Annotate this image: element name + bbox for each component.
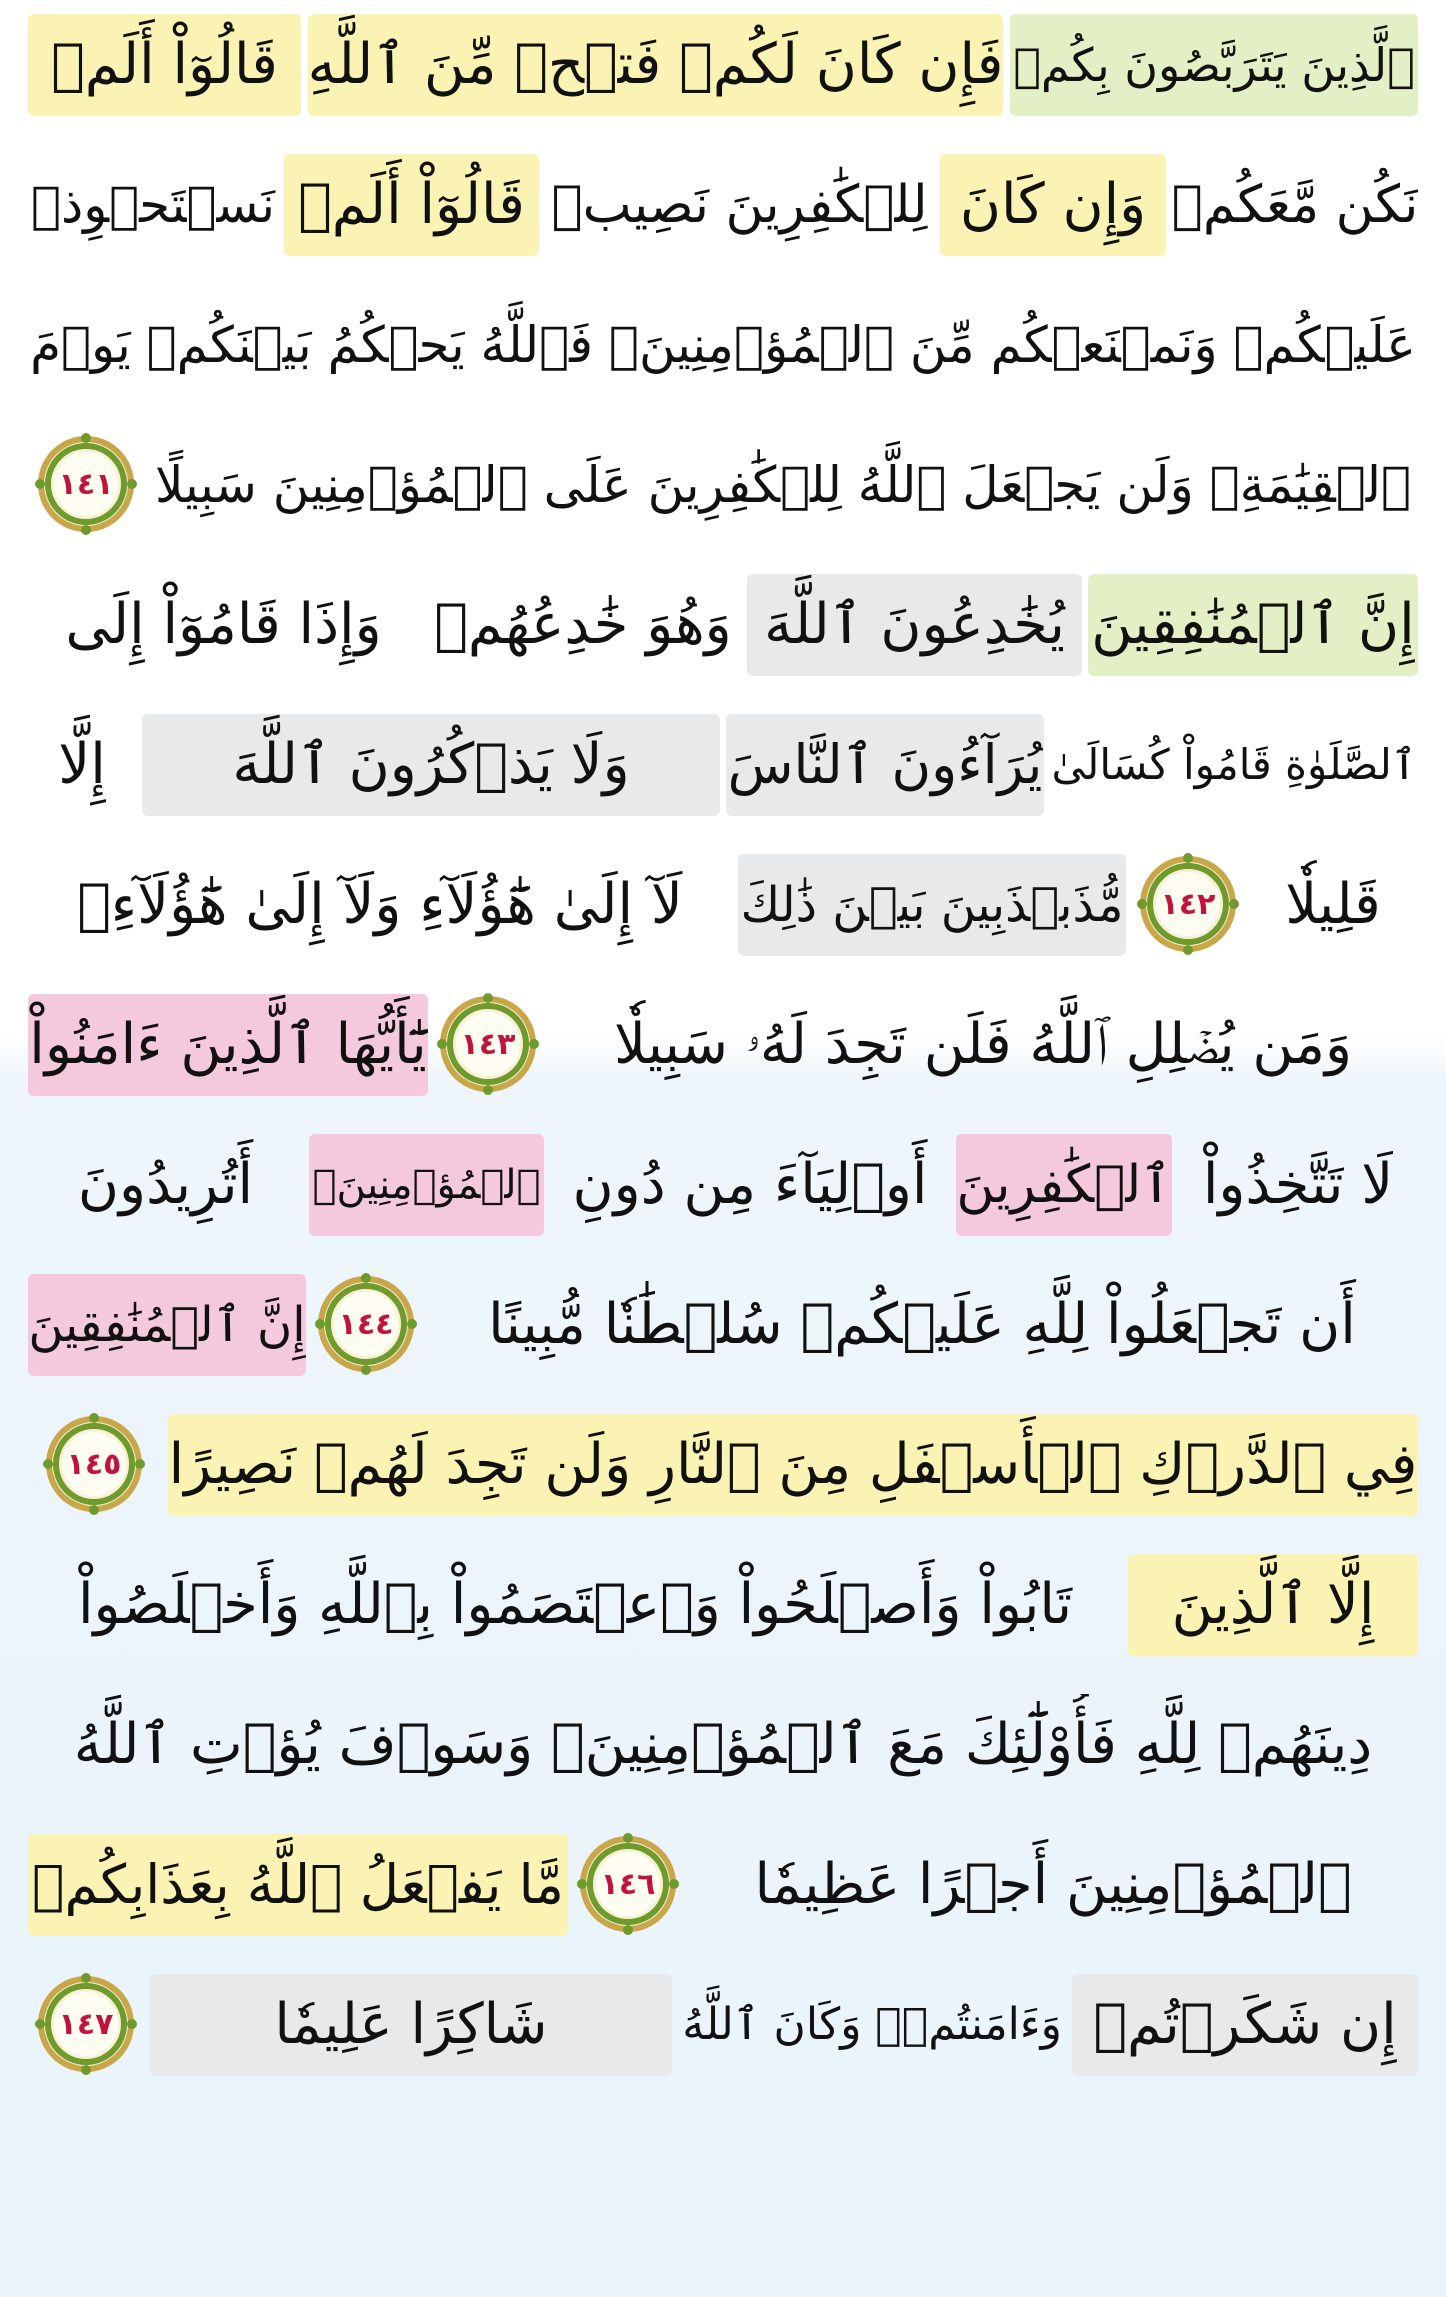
verse-segment: يُخَٰدِعُونَ ٱللَّهَ — [747, 574, 1082, 676]
ayah-number: ١٤٧ — [58, 2006, 114, 2042]
verse-segment: تَابُواْ وَأَصۡلَحُواْ وَٱعۡتَصَمُواْ بِٱللَّهِ وَأَخۡلَصُواْ — [77, 1572, 1073, 1637]
ayah-end-marker — [1136, 852, 1240, 956]
ayah-number: ١٤٢ — [1160, 886, 1216, 922]
verse-segment: مَّا يَفۡعَلُ ٱللَّهُ بِعَذَابِكُمۡ — [28, 1834, 568, 1936]
verse-segment: عَلَيۡكُمۡ وَنَمۡنَعۡكُم مِّنَ ٱلۡمُؤۡمِنِينَۚ فَٱللَّهُ يَحۡكُمُ بَيۡنَكُمۡ يَوۡمَ — [30, 316, 1416, 374]
verse-segment: إِنَّ ٱلۡمُنَٰفِقِينَ — [28, 1274, 306, 1376]
ayah-end-marker — [42, 1412, 146, 1516]
verse-segment: فَإِن كَانَ لَكُمۡ فَتۡحٞ مِّنَ ٱللَّهِ — [308, 14, 1003, 116]
verse-segment: أَن تَجۡعَلُواْ لِلَّهِ عَلَيۡكُمۡ سُلۡطَٰنٗا مُّبِينًا — [488, 1292, 1356, 1357]
verse-segment: قَالُوٓاْ أَلَمۡ — [284, 154, 539, 256]
verse-segment: إِنَّ ٱلۡمُنَٰفِقِينَ — [1088, 574, 1418, 676]
verse-segment: ٱلۡكَٰفِرِينَ — [956, 1134, 1172, 1236]
verse-segment: قَلِيلٗا — [1285, 872, 1381, 937]
quran-line-3 — [28, 286, 1418, 404]
verse-segment: إِن شَكَرۡتُمۡ — [1072, 1974, 1418, 2076]
verse-segment: لِلۡكَٰفِرِينَ نَصِيبٞ — [551, 175, 928, 235]
verse-segment: يُرَآءُونَ ٱلنَّاسَ — [726, 714, 1044, 816]
ayah-end-marker — [314, 1272, 418, 1376]
verse-segment: وَلَا يَذۡكُرُونَ ٱللَّهَ — [142, 714, 720, 816]
ayah-number: ١٤٥ — [66, 1446, 122, 1482]
ayah-end-marker — [576, 1832, 680, 1936]
quran-line-13 — [28, 1686, 1418, 1804]
ayah-number: ١٤٦ — [600, 1866, 656, 1902]
verse-segment: وَإِذَا قَامُوٓاْ إِلَى — [65, 592, 382, 657]
quran-line-10 — [28, 1266, 1418, 1384]
verse-segment: وَهُوَ خَٰدِعُهُمۡ — [434, 592, 732, 657]
ayah-number: ١٤٤ — [338, 1306, 394, 1342]
verse-segment: أَوۡلِيَآءَ مِن دُونِ — [572, 1152, 928, 1217]
quran-line-1 — [28, 6, 1418, 124]
verse-segment: ٱلۡمُؤۡمِنِينَۚ — [309, 1134, 544, 1236]
quran-line-4 — [28, 426, 1418, 544]
ayah-end-marker — [436, 992, 540, 1096]
ayah-number: ١٤١ — [58, 466, 114, 502]
verse-segment: لَا تَتَّخِذُواْ — [1202, 1152, 1394, 1217]
verse-segment: شَاكِرًا عَلِيمٗا — [150, 1974, 672, 2076]
verse-segment: وَإِن كَانَ — [940, 154, 1166, 256]
verse-segment: إِلَّا ٱلَّذِينَ — [1128, 1554, 1418, 1656]
verse-segment: ٱلۡقِيَٰمَةِۗ وَلَن يَجۡعَلَ ٱللَّهُ لِلۡكَٰفِرِينَ عَلَى ٱلۡمُؤۡمِنِينَ سَبِيلًا — [154, 456, 1412, 514]
verse-segment: إِلَّا — [58, 732, 106, 797]
verse-segment: مُّذَبۡذَبِينَ بَيۡنَ ذَٰلِكَ — [738, 854, 1126, 956]
quran-line-7 — [28, 846, 1418, 964]
quran-line-6 — [28, 706, 1418, 824]
ayah-end-marker — [34, 432, 138, 536]
verse-segment: نَكُن مَّعَكُمۡ — [1172, 175, 1418, 235]
verse-segment: أَتُرِيدُونَ — [77, 1152, 254, 1217]
verse-segment: دِينَهُمۡ لِلَّهِ فَأُوْلَٰٓئِكَ مَعَ ٱلۡمُؤۡمِنِينَۖ وَسَوۡفَ يُؤۡتِ ٱللَّهُ — [73, 1712, 1373, 1777]
ayah-number: ١٤٣ — [460, 1026, 516, 1062]
ayah-end-marker — [34, 1972, 138, 2076]
verse-segment: يَٰٓأَيُّهَا ٱلَّذِينَ ءَامَنُواْ — [28, 994, 428, 1096]
quran-line-9 — [28, 1126, 1418, 1244]
verse-segment: ٱلۡمُؤۡمِنِينَ أَجۡرًا عَظِيمٗا — [754, 1852, 1352, 1917]
verse-segment: نَسۡتَحۡوِذۡ — [31, 176, 275, 234]
verse-segment: ٱلصَّلَوٰةِ قَامُواْ كُسَالَىٰ — [1051, 740, 1417, 789]
quran-line-2 — [28, 146, 1418, 264]
verse-segment: وَءَامَنتُمۡۚ وَكَانَ ٱللَّهُ — [682, 1999, 1062, 2050]
verse-segment: وَمَن يُضۡلِلِ ٱللَّهُ فَلَن تَجِدَ لَهُۥ سَبِيلٗا — [613, 1012, 1353, 1077]
quran-line-8 — [28, 986, 1418, 1104]
quran-line-5 — [28, 566, 1418, 684]
quran-line-14 — [28, 1826, 1418, 1944]
verse-segment: فِي ٱلدَّرۡكِ ٱلۡأَسۡفَلِ مِنَ ٱلنَّارِ وَلَن تَجِدَ لَهُمۡ نَصِيرًا — [168, 1414, 1418, 1516]
verse-segment: ٱلَّذِينَ يَتَرَبَّصُونَ بِكُمۡ — [1010, 14, 1418, 116]
verse-segment: قَالُوٓاْ أَلَمۡ — [28, 14, 301, 116]
quran-line-12 — [28, 1546, 1418, 1664]
quran-line-11 — [28, 1406, 1418, 1524]
verse-segment: لَآ إِلَىٰ هَٰٓؤُلَآءِ وَلَآ إِلَىٰ هَٰٓؤُلَآءِۚ — [77, 872, 683, 937]
quran-line-15 — [28, 1966, 1418, 2084]
